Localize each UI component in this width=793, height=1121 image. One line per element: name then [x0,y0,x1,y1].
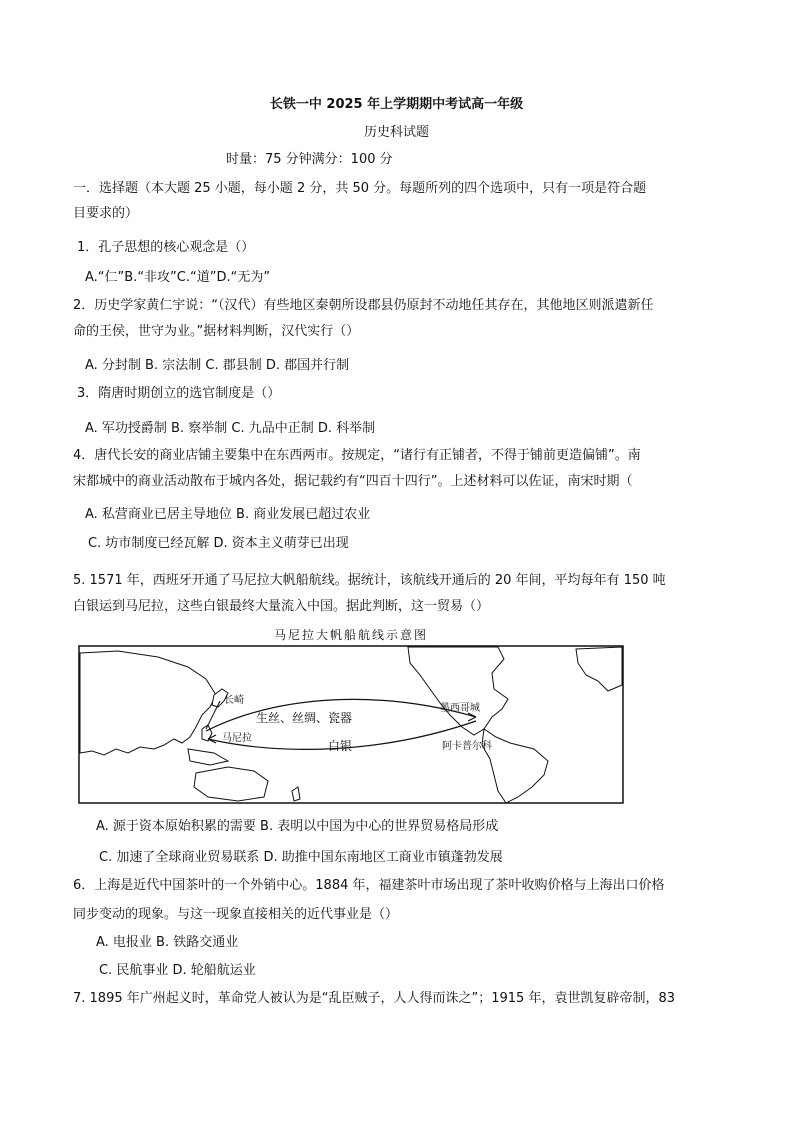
question-1-stem: 1．孔子思想的核心观念是（） [77,240,255,255]
question-4-stem-line1: 4．唐代长安的商业店铺主要集中在东西两市。按规定，“诸行有正铺者，不得于铺前更造偏铺”。南 [73,448,641,463]
question-4-options-line1: A. 私营商业已居主导地位 B. 商业发展已超过农业 [85,507,371,522]
question-7-stem-line1: 7. 1895 年广州起义时，革命党人被认为是“乱臣贼子，人人得而诛之”；1915 年，袁世凯复辟帝制，83 [73,991,675,1006]
question-4-options-line2: C. 坊市制度已经瓦解 D. 资本主义萌芽已出现 [88,536,349,551]
question-4-stem-line2: 宋都城中的商业活动散布于城内各处，据记载约有“四百十四行”。上述材料可以佐证，南宋时期（ [73,474,633,489]
exam-time-score: 时量：75 分钟满分：100 分 [226,152,393,167]
question-1-options: A.“仁”B.“非攻”C.“道”D.“无为” [85,270,271,285]
label-mexico-city: 墨西哥城 [440,703,480,714]
manila-galleon-map [78,626,624,804]
question-6-options-line2: C. 民航事业 D. 轮船航运业 [99,963,256,978]
question-5-stem-line2: 白银运到马尼拉，这些白银最终大量流入中国。据此判断，这一贸易（） [73,599,490,614]
question-3-options: A. 军功授爵制 B. 察举制 C. 九品中正制 D. 科举制 [85,421,376,436]
question-3-stem: 3．隋唐时期创立的选官制度是（） [77,386,281,401]
label-silver: 白银 [328,739,353,753]
section-heading-line2: 目要求的） [73,206,139,221]
label-manila: 马尼拉 [222,733,252,744]
question-2-stem-line2: 命的王侯，世守为业。”据材料判断，汉代实行（） [73,324,360,339]
question-2-stem-line1: 2．历史学家黄仁宇说：“（汉代）有些地区秦朝所设郡县仍原封不动地任其存在，其他地区则派遣新任 [73,298,654,313]
question-5-options-line1: A. 源于资本原始积累的需要 B. 表明以中国为中心的世界贸易格局形成 [96,819,499,834]
label-acapulco: 阿卡普尔科 [442,741,492,752]
question-6-stem-line1: 6．上海是近代中国茶叶的一个外销中心。1884 年，福建茶叶市场出现了茶叶收购价格与上海出口价格 [73,878,665,893]
question-5-stem-line1: 5. 1571 年，西班牙开通了马尼拉大帆船航线。据统计，该航线开通后的 20 年间，平均每年有 150 吨 [73,573,666,588]
label-nagasaki: 长崎 [224,695,244,706]
section-heading-line1: 一．选择题（本大题 25 小题，每小题 2 分，共 50 分。每题所列的四个选项中，只有一项是符合题 [73,181,647,196]
question-2-options: A. 分封制 B. 宗法制 C. 郡县制 D. 郡国并行制 [85,358,350,373]
label-goods: 生丝、丝绸、瓷器 [256,711,353,725]
map-title: 马尼拉大帆船航线示意图 [273,628,428,642]
exam-subject: 历史科试题 [363,125,429,140]
question-6-options-line1: A. 电报业 B. 铁路交通业 [96,935,239,950]
exam-title: 长铁一中 2025 年上学期期中考试高一年级 [269,97,524,112]
question-6-stem-line2: 同步变动的现象。与这一现象直接相关的近代事业是（） [73,907,399,922]
question-5-options-line2: C. 加速了全球商业贸易联系 D. 助推中国东南地区工商业市镇蓬勃发展 [99,850,503,865]
route-map-graphic [78,645,624,804]
